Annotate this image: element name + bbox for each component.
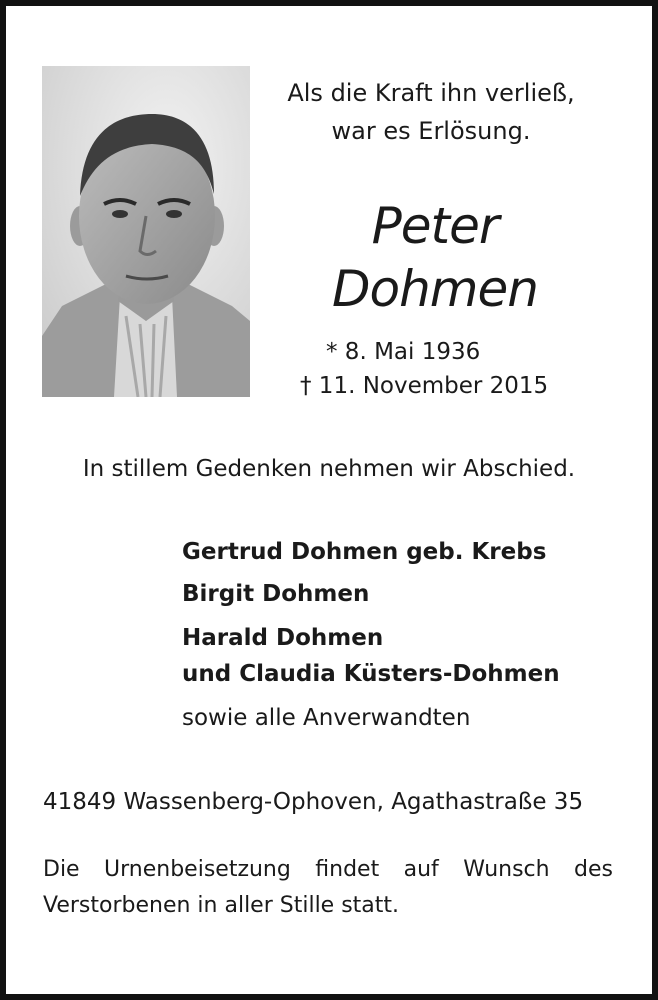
relatives-line: sowie alle Anverwandten <box>182 705 471 731</box>
portrait-photo <box>42 66 250 397</box>
address: 41849 Wassenberg-Ophoven, Agathastraße 35 <box>43 789 584 815</box>
mourner-1: Gertrud Dohmen geb. Krebs <box>182 539 547 565</box>
first-name: Peter <box>371 197 499 255</box>
mourner-3a: Harald Dohmen <box>182 625 384 651</box>
memorial-quote <box>256 74 606 150</box>
last-name: Dohmen <box>332 260 538 318</box>
burial-note <box>43 852 613 924</box>
mourner-3b: und Claudia Küsters-Dohmen <box>182 661 560 687</box>
birth-date: * 8. Mai 1936 <box>326 339 481 365</box>
mourner-2: Birgit Dohmen <box>182 581 370 607</box>
quote-line-1: Als die Kraft ihn verließ, <box>287 79 575 107</box>
quote-line-2: war es Erlösung. <box>331 117 531 145</box>
death-date: † 11. November 2015 <box>300 373 549 399</box>
burial-note-line-2: Verstorbenen in aller Stille statt. <box>43 893 400 918</box>
farewell-text: In stillem Gedenken nehmen wir Abschied. <box>82 456 576 482</box>
burial-note-line-1: Die Urnenbeisetzung findet auf Wunsch des <box>43 857 613 882</box>
